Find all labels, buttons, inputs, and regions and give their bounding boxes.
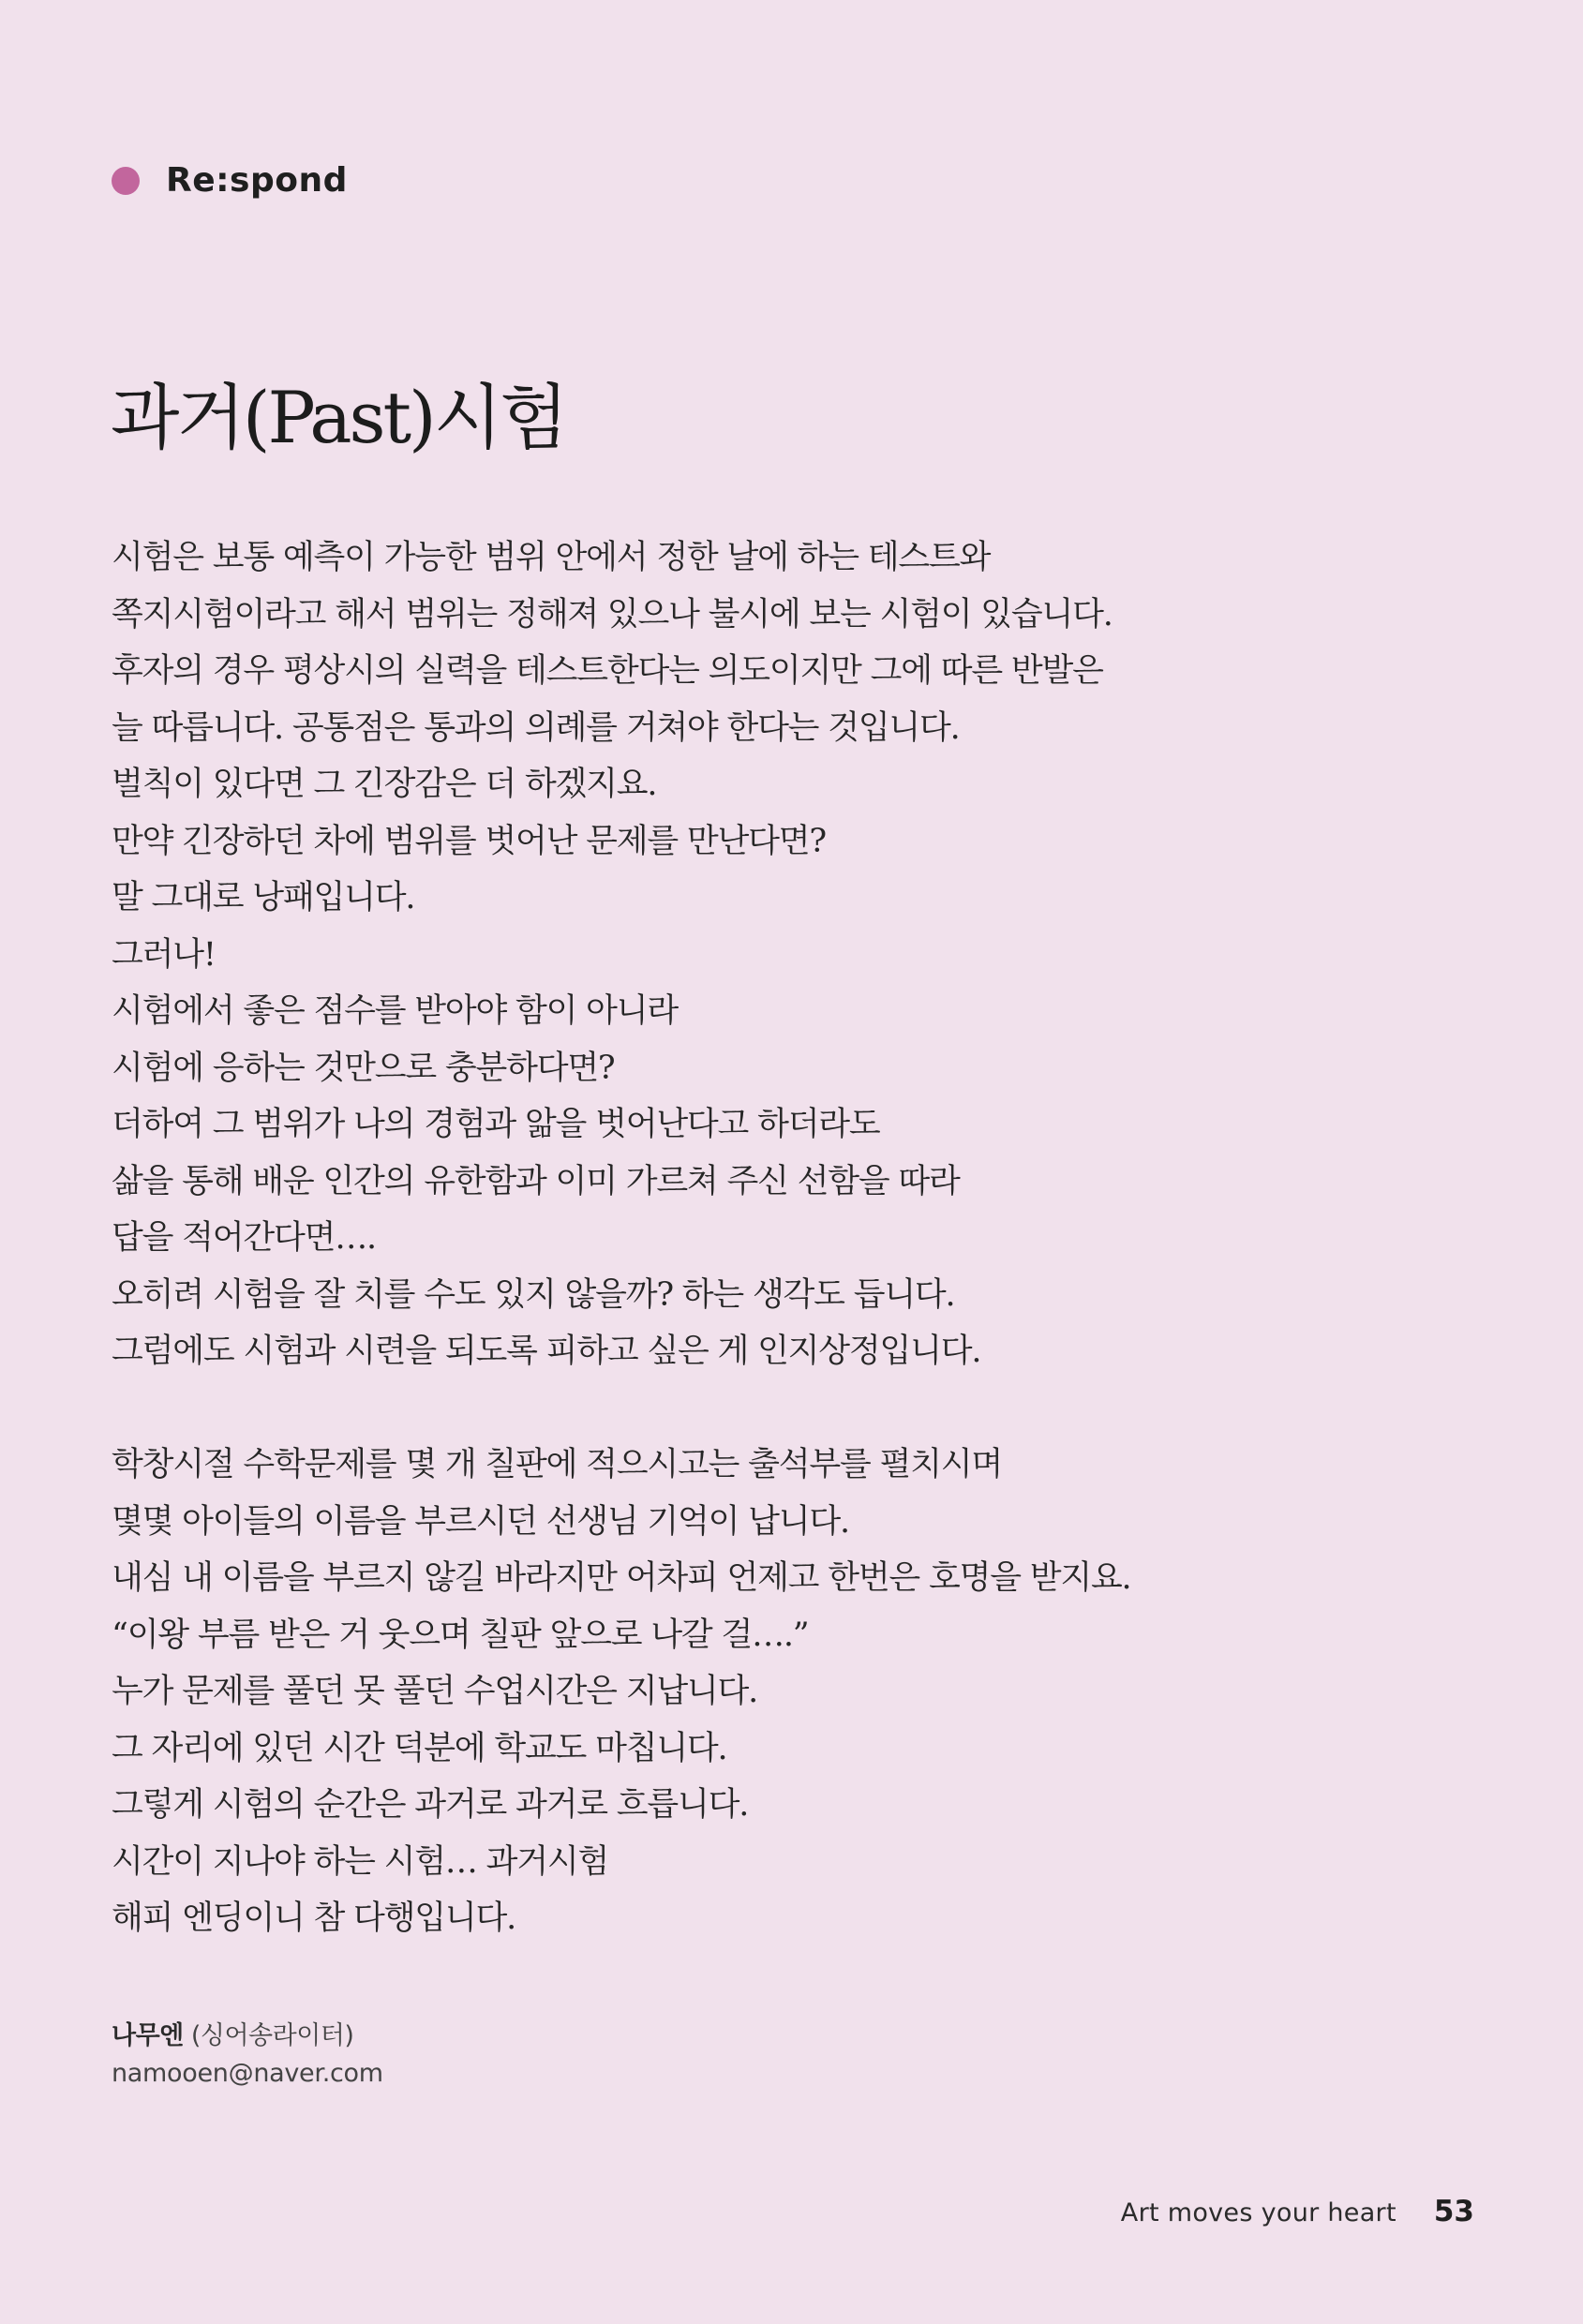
author-line: [112, 2018, 383, 2055]
stanza-divider: [112, 1380, 1377, 1438]
body-line: 더하여 그 범위가 나의 경험과 앎을 벗어난다고 하더라도: [112, 1106, 880, 1143]
body-line: 말 그대로 낭패입니다.: [112, 879, 415, 916]
body-line: 시험에 응하는 것만으로 충분하다면?: [112, 1049, 615, 1087]
author-name: 나무엔: [112, 2021, 184, 2050]
page-number: 53: [1433, 2195, 1474, 2228]
author-byline: [112, 2018, 383, 2093]
body-line: 그럼에도 시험과 시련을 되도록 피하고 싶은 게 인지상정입니다.: [112, 1333, 981, 1370]
body-line: 그 자리에 있던 시간 덕분에 학교도 마칩니다.: [112, 1729, 727, 1767]
body-line: 늘 따릅니다. 공통점은 통과의 의례를 거쳐야 한다는 것입니다.: [112, 708, 960, 747]
body-line: 후자의 경우 평상시의 실력을 테스트한다는 의도이지만 그에 따른 반발은: [112, 652, 1103, 690]
body-line: 시간이 지나야 하는 시험… 과거시험: [112, 1842, 609, 1881]
body-line: “이왕 부름 받은 거 웃으며 칠판 앞으로 나갈 걸….”: [112, 1616, 809, 1654]
body-line: 몇몇 아이들의 이름을 부르시던 선생님 기억이 납니다.: [112, 1502, 849, 1541]
body-line: 쪽지시험이라고 해서 범위는 정해져 있으나 불시에 보는 시험이 있습니다.: [112, 595, 1113, 633]
body-line: 누가 문제를 풀던 못 풀던 수업시간은 지납니다.: [112, 1673, 758, 1710]
author-role: (싱어송라이터): [190, 2021, 354, 2050]
body-line: 그렇게 시험의 순간은 과거로 과거로 흐릅니다.: [112, 1786, 749, 1824]
body-line: 만약 긴장하던 차에 범위를 벗어난 문제를 만난다면?: [112, 822, 826, 860]
body-line: 해피 엔딩이니 참 다행입니다.: [112, 1899, 516, 1937]
body-line: 내심 내 이름을 부르지 않길 바라지만 어차피 언제고 한번은 호명을 받지요.: [112, 1559, 1131, 1597]
section-label: Re:spond: [166, 161, 348, 200]
body-line: 학창시절 수학문제를 몇 개 칠판에 적으시고는 출석부를 펼치시며: [112, 1446, 1002, 1483]
body-line: 시험에서 좋은 점수를 받아야 함이 아니라: [112, 992, 678, 1030]
section-bullet-icon: [112, 167, 140, 195]
body-line: 시험은 보통 예측이 가능한 범위 안에서 정한 날에 하는 테스트와: [112, 539, 991, 576]
body-line: 그러나!: [112, 935, 216, 974]
body-line: 벌칙이 있다면 그 긴장감은 더 하겠지요.: [112, 766, 657, 803]
article-title: 과거(Past)시험: [111, 376, 566, 459]
author-email: namooen@naver.com: [112, 2059, 383, 2088]
page-footer: [1121, 2195, 1474, 2228]
footer-tagline: Art moves your heart: [1120, 2198, 1396, 2227]
article-body: [112, 529, 1377, 1947]
body-line: 삶을 통해 배운 인간의 유한함과 이미 가르쳐 주신 선함을 따라: [112, 1162, 960, 1200]
stanza-1: [112, 529, 1377, 1380]
body-line: 오히려 시험을 잘 치를 수도 있지 않을까? 하는 생각도 듭니다.: [112, 1275, 955, 1314]
stanza-2: [112, 1437, 1377, 1947]
body-line: 답을 적어간다면….: [112, 1219, 376, 1257]
section-tag: [112, 161, 348, 200]
